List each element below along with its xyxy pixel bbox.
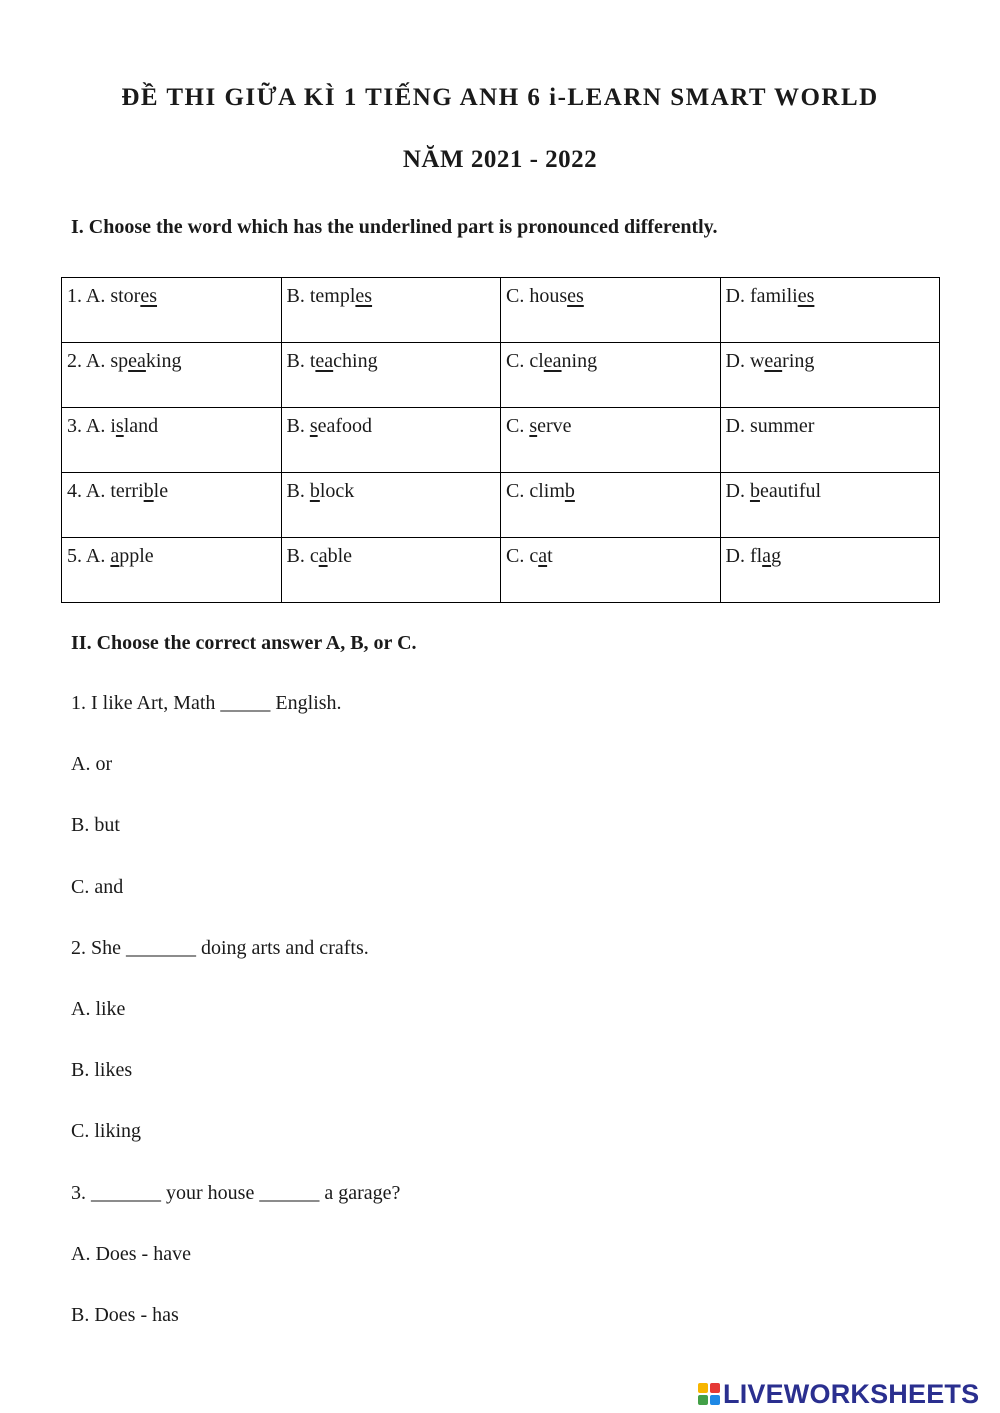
option-text-rest: erve [537, 415, 572, 437]
underlined-part: ea [128, 350, 146, 372]
underlined-part: b [309, 480, 320, 502]
table-cell [720, 538, 940, 603]
option-text: D. fl [725, 545, 763, 567]
underlined-part: a [538, 545, 548, 567]
underlined-part: a [762, 545, 772, 567]
underlined-part: s [529, 415, 538, 437]
table-row [62, 408, 940, 473]
answer-option: C. liking [71, 1120, 142, 1143]
underlined-part: a [110, 545, 120, 567]
option-text: 5. A. [67, 545, 111, 567]
option-text: D. summer [725, 415, 815, 437]
underlined-part: ea [764, 350, 783, 372]
section-2-heading: II. Choose the correct answer A, B, or C. [71, 632, 417, 654]
option-text: C. c [506, 545, 539, 567]
underlined-part: es [140, 285, 158, 307]
table-cell [281, 278, 501, 343]
question-text: 2. She _______ doing arts and crafts. [71, 936, 369, 959]
option-text-rest: eafood [317, 415, 373, 437]
option-text-rest: le [153, 480, 169, 502]
table-cell [501, 408, 721, 473]
underlined-part: b [564, 480, 575, 502]
option-text: D. [725, 480, 750, 502]
table-row [62, 473, 940, 538]
option-text: B. templ [286, 285, 356, 307]
logo-tile [710, 1383, 720, 1393]
answer-option: B. Does - has [71, 1304, 179, 1326]
liveworksheets-logo [698, 1378, 979, 1410]
logo-tile [698, 1395, 708, 1405]
option-text: B. c [286, 545, 319, 567]
logo-tile [698, 1383, 708, 1393]
option-text-rest: ble [327, 545, 353, 567]
section-1-heading: I. Choose the word which has the underlined part is pronounced differently. [71, 216, 718, 238]
answer-option: A. or [71, 753, 113, 776]
option-text: C. clim [506, 480, 565, 502]
underlined-part: s [115, 415, 124, 437]
underlined-part: es [567, 285, 584, 307]
answer-option: B. likes [71, 1059, 133, 1082]
liveworksheets-logo-icon [698, 1383, 720, 1405]
option-text-rest: g [771, 545, 782, 567]
option-text-rest: pple [119, 545, 154, 567]
option-text: 1. A. stor [67, 285, 141, 307]
page-title: ĐỀ THI GIỮA KÌ 1 TIẾNG ANH 6 i-LEARN SMART WORLD [121, 84, 879, 111]
option-text-rest: t [547, 545, 553, 567]
option-text: 3. A. i [67, 415, 116, 437]
table-cell [62, 473, 282, 538]
table-cell [720, 343, 940, 408]
logo-tile [710, 1395, 720, 1405]
underlined-part: a [318, 545, 328, 567]
option-text: B. [286, 415, 310, 437]
table-cell [501, 278, 721, 343]
table-cell [501, 343, 721, 408]
table-cell [501, 473, 721, 538]
underlined-part: s [309, 415, 318, 437]
answer-option: B. but [71, 814, 120, 837]
answer-option: A. Does - have [71, 1242, 191, 1265]
option-text: C. hous [506, 285, 568, 307]
table-cell [720, 408, 940, 473]
table-cell [62, 408, 282, 473]
question-text: 1. I like Art, Math _____ English. [71, 692, 342, 714]
option-text-rest: ring [782, 350, 815, 372]
table-cell [62, 343, 282, 408]
underlined-part: ea [315, 350, 334, 372]
underlined-part: b [143, 480, 154, 502]
underlined-part: es [355, 285, 373, 307]
table-row [62, 343, 940, 408]
table-cell [281, 343, 501, 408]
option-text: 2. A. sp [67, 350, 129, 372]
option-text-rest: ching [333, 350, 378, 372]
page-subtitle-year: NĂM 2021 - 2022 [402, 146, 598, 173]
table-cell [720, 473, 940, 538]
underlined-part: b [749, 480, 760, 502]
option-text-rest: lock [319, 480, 355, 502]
table-cell [281, 538, 501, 603]
pronunciation-table [61, 277, 940, 603]
option-text-rest: king [145, 350, 182, 372]
table-cell [501, 538, 721, 603]
option-text: D. famili [725, 285, 798, 307]
option-text: D. w [725, 350, 765, 372]
table-cell [720, 278, 940, 343]
option-text: 4. A. terri [67, 480, 144, 502]
logo-text: LIVEWORKSHEETS [723, 1378, 980, 1409]
option-text-rest: ning [561, 350, 598, 372]
table-cell [62, 538, 282, 603]
table-cell [62, 278, 282, 343]
option-text-rest: land [123, 415, 159, 437]
option-text: B. [286, 480, 310, 502]
option-text: B. t [286, 350, 316, 372]
option-text: C. [506, 415, 530, 437]
option-text: C. cl [506, 350, 544, 372]
table-row [62, 278, 940, 343]
underlined-part: ea [543, 350, 562, 372]
answer-option: C. and [71, 875, 124, 898]
option-text-rest: eautiful [759, 480, 822, 502]
table-row [62, 538, 940, 603]
underlined-part: es [797, 285, 815, 307]
answer-option: A. like [71, 998, 126, 1020]
table-cell [281, 473, 501, 538]
table-cell [281, 408, 501, 473]
question-text: 3. _______ your house ______ a garage? [71, 1181, 401, 1204]
